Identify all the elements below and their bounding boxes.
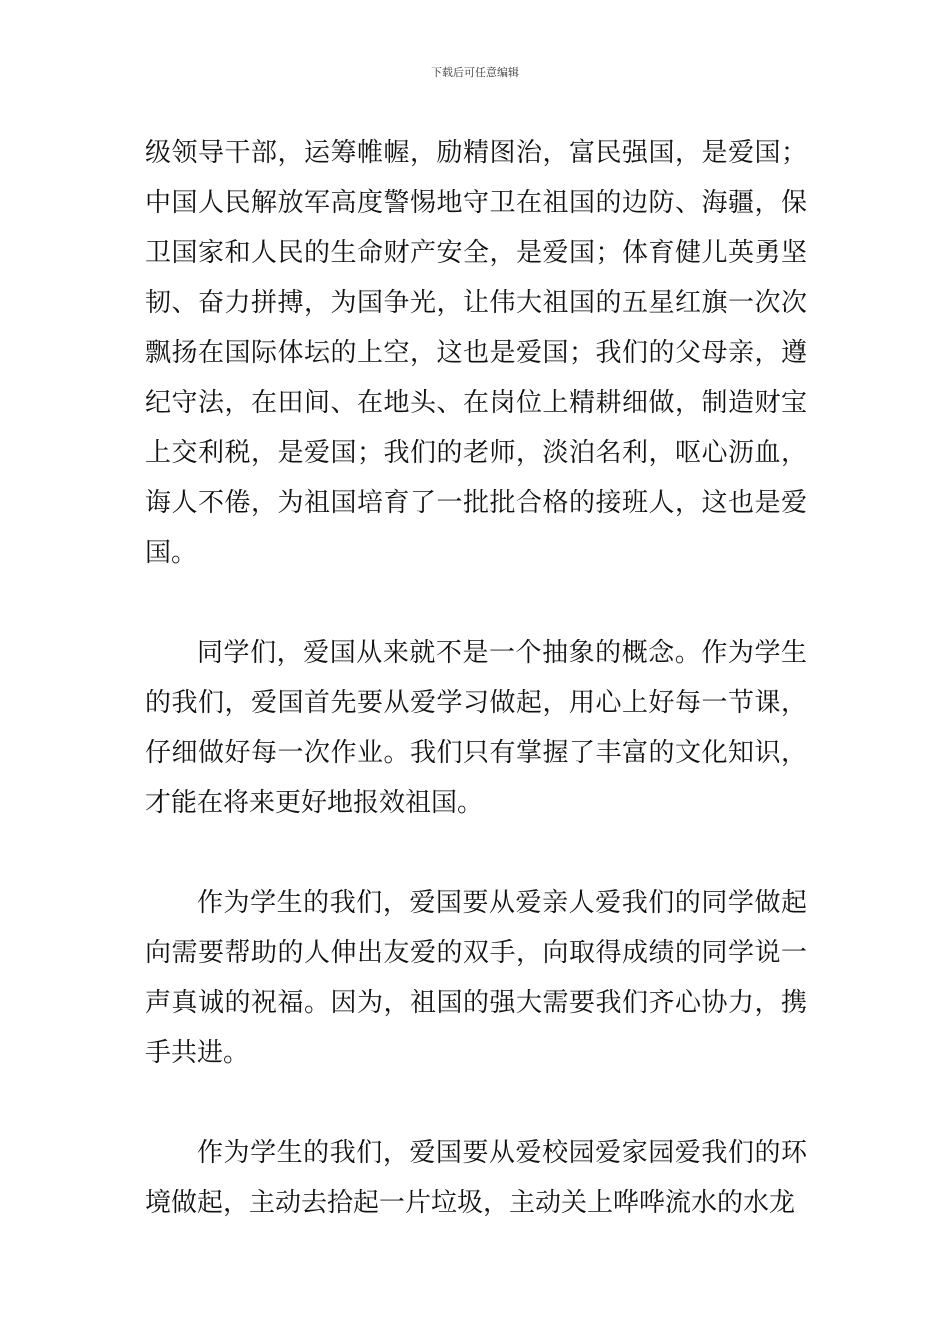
document-body xyxy=(145,128,807,1228)
paragraph-continued: 级领导干部，运筹帷幄，励精图治，富民强国，是爱国；中国人民解放军高度警惕地守卫在祖国的边防、海疆，保卫国家和人民的生命财产安全，是爱国；体育健儿英勇坚韧、奋力拼搏，为国争光，让伟大祖国的五星红旗一次次飘扬在国际体坛的上空，这也是爱国；我们的父母亲，遵纪守法，在田间、在地头、在岗位上精耕细做，制造财宝上交利税，是爱国；我们的老师，淡泊名利，呕心沥血，诲人不倦，为祖国培育了一批批合格的接班人，这也是爱国。 xyxy=(145,138,807,568)
page-header: 下载后可任意编辑 xyxy=(431,66,519,79)
paragraph: 作为学生的我们，爱国要从爱校园爱家园爱我们的环境做起，主动去拾起一片垃圾，主动关上哗哗流水的水龙 xyxy=(145,1138,807,1218)
paragraph: 作为学生的我们，爱国要从爱亲人爱我们的同学做起向需要帮助的人伸出友爱的双手，向取得成绩的同学说一声真诚的祝福。因为，祖国的强大需要我们齐心协力，携手共进。 xyxy=(145,888,807,1068)
paragraph: 同学们，爱国从来就不是一个抽象的概念。作为学生的我们，爱国首先要从爱学习做起，用心上好每一节课，仔细做好每一次作业。我们只有掌握了丰富的文化知识，才能在将来更好地报效祖国。 xyxy=(145,638,807,818)
